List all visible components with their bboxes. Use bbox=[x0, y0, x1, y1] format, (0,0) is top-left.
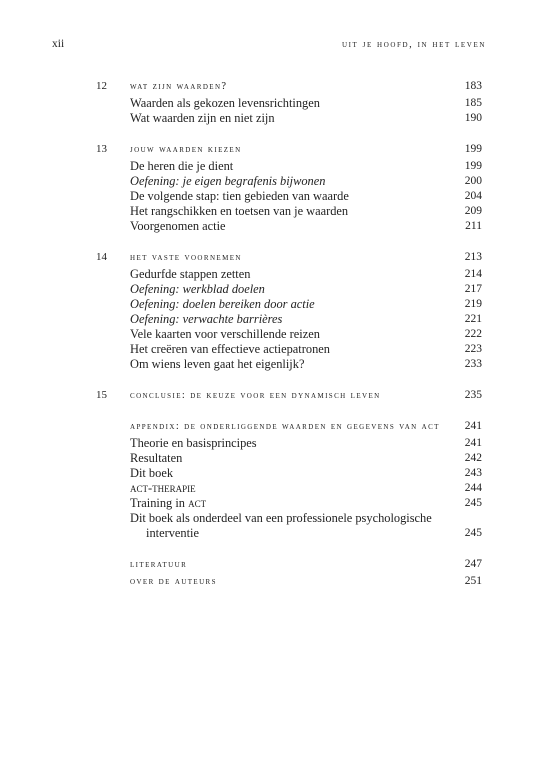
toc-entry bbox=[130, 189, 482, 204]
toc-entry bbox=[130, 511, 482, 541]
toc-entry-title: Oefening: verwachte barrières bbox=[130, 312, 283, 326]
toc-entry-title: Wat waarden zijn en niet zijn bbox=[130, 111, 275, 125]
toc-exercise-entry bbox=[130, 312, 482, 327]
toc-entry-page: 223 bbox=[464, 343, 482, 355]
toc-entry-title: Om wiens leven gaat het eigenlijk? bbox=[130, 357, 305, 371]
toc-entry-page: 222 bbox=[464, 328, 482, 340]
toc-chapter-15 bbox=[96, 388, 482, 403]
toc-entry-title bbox=[130, 496, 482, 511]
toc-entry bbox=[130, 451, 482, 466]
toc-entry-page: 200 bbox=[464, 175, 482, 187]
chapter-number: 12 bbox=[96, 80, 107, 92]
toc-appendix bbox=[96, 419, 482, 541]
toc-entry-title: appendix: de onderliggende waarden en gegevens van act bbox=[130, 421, 440, 432]
toc-entry-title: het vaste voornemen bbox=[130, 252, 242, 263]
running-book-title: uit je hoofd, in het leven bbox=[341, 39, 486, 50]
toc-entry-title-line2: interventie bbox=[146, 526, 199, 540]
toc-entry-title: act-therapie bbox=[130, 481, 196, 495]
toc-exercise-entry bbox=[130, 282, 482, 297]
toc-chapter-13 bbox=[96, 142, 482, 234]
toc-chapter-12 bbox=[96, 79, 482, 126]
toc-entry-page: 241 bbox=[464, 420, 482, 432]
toc-entry-page: 217 bbox=[464, 283, 482, 295]
toc-entry-title: Het creëren van effectieve actiepatronen bbox=[130, 342, 330, 356]
toc-back-matter bbox=[96, 557, 482, 589]
toc-entry-page: 199 bbox=[464, 143, 482, 155]
toc-entry-title: literatuur bbox=[130, 559, 188, 570]
toc-entry-title: Theorie en basisprincipes bbox=[130, 436, 257, 450]
toc-entry-title: Resultaten bbox=[130, 451, 183, 465]
toc-entry bbox=[130, 111, 482, 126]
toc-entry bbox=[130, 436, 482, 451]
toc-entry bbox=[130, 357, 482, 372]
toc-entry-page: 199 bbox=[464, 160, 482, 172]
toc-entry-title: conclusie: de keuze voor een dynamisch leven bbox=[130, 390, 381, 401]
toc-entry-page: 243 bbox=[464, 467, 482, 479]
toc-entry-title: Oefening: doelen bereiken door actie bbox=[130, 297, 315, 311]
toc-chapter-title bbox=[130, 574, 482, 589]
toc-entry-title: Voorgenomen actie bbox=[130, 219, 226, 233]
toc-entry-page: 247 bbox=[464, 558, 482, 570]
toc-entry-page: 233 bbox=[464, 358, 482, 370]
toc-entry-page: 242 bbox=[464, 452, 482, 464]
toc-entry-page: 245 bbox=[464, 527, 482, 539]
toc-entry-title: wat zijn waarden? bbox=[130, 81, 228, 92]
toc-entry-title: Het rangschikken en toetsen van je waarden bbox=[130, 204, 349, 218]
toc-chapter-title bbox=[130, 557, 482, 572]
toc-entry-title: Oefening: werkblad doelen bbox=[130, 282, 265, 296]
toc-entry-page: 221 bbox=[464, 313, 482, 325]
toc-entry bbox=[130, 96, 482, 111]
toc-chapter-title bbox=[130, 419, 482, 434]
toc-entry-page: 209 bbox=[464, 205, 482, 217]
page-number: xii bbox=[52, 38, 65, 50]
toc-entry bbox=[130, 466, 482, 481]
toc-entry-title-smallcaps: act bbox=[188, 496, 207, 510]
toc-entry bbox=[130, 159, 482, 174]
toc-entry-title: Dit boek bbox=[130, 466, 174, 480]
toc-entry-page: 241 bbox=[464, 437, 482, 449]
toc-chapter-14 bbox=[96, 250, 482, 372]
toc-entry bbox=[130, 496, 482, 511]
toc-entry-title: jouw waarden kiezen bbox=[130, 144, 242, 155]
toc-entry bbox=[130, 219, 482, 234]
toc-entry-title: Oefening: je eigen begrafenis bijwonen bbox=[130, 174, 326, 188]
toc-entry-page: 251 bbox=[464, 575, 482, 587]
toc-entry bbox=[130, 267, 482, 282]
toc-exercise-entry bbox=[130, 174, 482, 189]
toc-entry-title: Vele kaarten voor verschillende reizen bbox=[130, 327, 320, 341]
toc-chapter-title bbox=[130, 388, 482, 403]
toc-entry-title: over de auteurs bbox=[130, 576, 217, 587]
toc-entry-page: 219 bbox=[464, 298, 482, 310]
toc-entry-page: 211 bbox=[465, 220, 482, 232]
toc-entry-title-line1: Dit boek als onderdeel van een professionele psychologische bbox=[130, 511, 432, 525]
running-head bbox=[52, 38, 486, 54]
toc-entry-page: 235 bbox=[464, 389, 482, 401]
toc-chapter-title bbox=[130, 142, 482, 157]
table-of-contents bbox=[96, 79, 482, 605]
toc-exercise-entry bbox=[130, 297, 482, 312]
toc-entry-page: 204 bbox=[464, 190, 482, 202]
toc-entry bbox=[130, 327, 482, 342]
toc-entry-page: 244 bbox=[464, 482, 482, 494]
toc-entry-page: 190 bbox=[464, 112, 482, 124]
toc-entry bbox=[130, 481, 482, 496]
chapter-number: 13 bbox=[96, 143, 107, 155]
toc-entry-title: Gedurfde stappen zetten bbox=[130, 267, 251, 281]
toc-entry bbox=[130, 204, 482, 219]
toc-entry-title-text: Training in bbox=[130, 496, 189, 510]
toc-entry-page: 185 bbox=[464, 97, 482, 109]
toc-entry-title: Waarden als gekozen levensrichtingen bbox=[130, 96, 320, 110]
toc-chapter-title bbox=[130, 250, 482, 265]
chapter-number: 14 bbox=[96, 251, 107, 263]
toc-entry-page: 213 bbox=[464, 251, 482, 263]
toc-entry bbox=[130, 342, 482, 357]
toc-entry-page: 245 bbox=[464, 497, 482, 509]
toc-entry-page: 214 bbox=[464, 268, 482, 280]
toc-chapter-title bbox=[130, 79, 482, 94]
chapter-number: 15 bbox=[96, 389, 107, 401]
toc-entry-title: De heren die je dient bbox=[130, 159, 234, 173]
toc-entry-page: 183 bbox=[464, 80, 482, 92]
toc-entry-title: De volgende stap: tien gebieden van waarde bbox=[130, 189, 349, 203]
